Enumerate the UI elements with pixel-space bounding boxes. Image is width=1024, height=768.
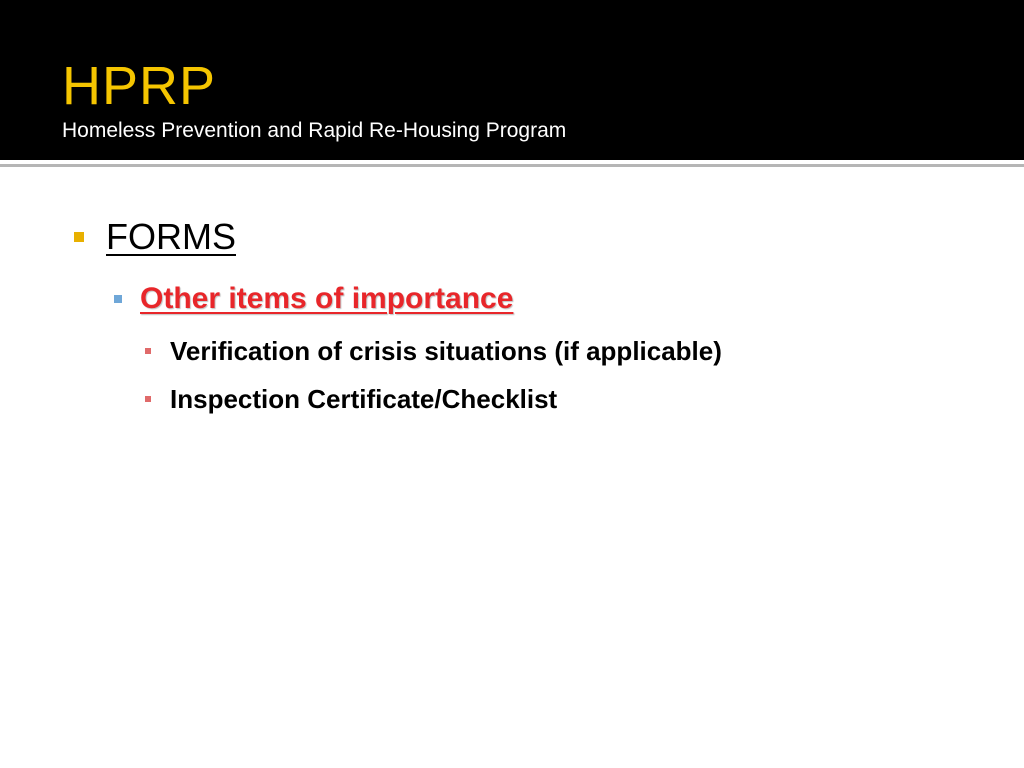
- bullet-square-icon: [74, 232, 84, 242]
- bullet-square-icon: [145, 396, 151, 402]
- bullet-item-other-items: [114, 279, 513, 319]
- slide-subtitle: Homeless Prevention and Rapid Re-Housing Program: [62, 119, 567, 142]
- bullet-square-icon: [145, 348, 151, 354]
- slide-title: HPRP: [62, 56, 217, 116]
- bullet-square-icon: [114, 295, 122, 303]
- bullet-item-verification: [145, 334, 722, 368]
- bullet-text: FORMS: [106, 216, 236, 257]
- bullet-text: Inspection Certificate/Checklist: [170, 384, 558, 414]
- bullet-item-forms: [74, 213, 236, 261]
- title-bar: [0, 0, 1024, 160]
- bullet-text: Verification of crisis situations (if applicable): [170, 336, 722, 366]
- bullet-text: Other items of importance: [140, 282, 514, 315]
- title-divider: [0, 164, 1024, 167]
- bullet-item-inspection: [145, 382, 557, 416]
